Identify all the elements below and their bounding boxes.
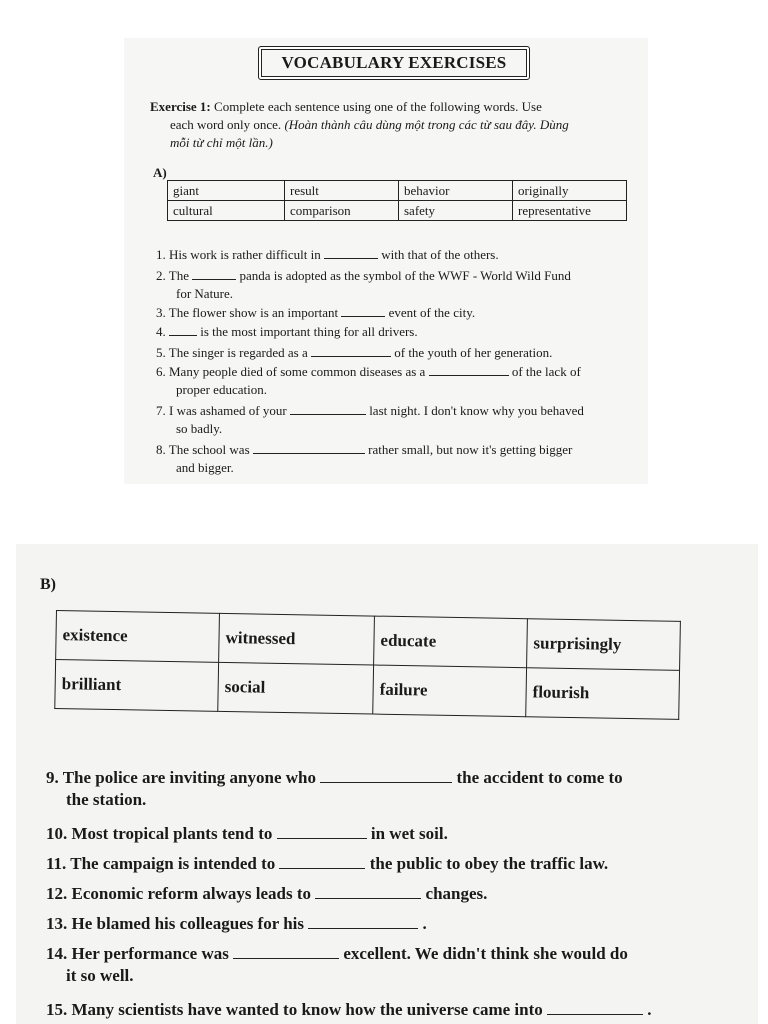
word-cell: existence bbox=[56, 611, 220, 663]
question-text: of the lack of bbox=[511, 364, 581, 379]
question-text: 1. His work is rather difficult in bbox=[156, 247, 321, 262]
answer-blank[interactable] bbox=[320, 769, 452, 783]
word-box-a-row bbox=[168, 201, 627, 221]
question-text: the accident to come to bbox=[456, 768, 623, 787]
question-text: with that of the others. bbox=[381, 247, 499, 262]
word-cell: originally bbox=[513, 181, 627, 201]
question-text: 12. Economic reform always leads to bbox=[46, 884, 312, 903]
answer-blank[interactable] bbox=[547, 1001, 643, 1015]
answer-blank[interactable] bbox=[290, 404, 366, 415]
question-15 bbox=[46, 999, 746, 1021]
question-text: in wet soil. bbox=[370, 824, 448, 843]
translation-text-cont: mỗi từ chỉ một lần.) bbox=[170, 135, 273, 150]
answer-blank[interactable] bbox=[429, 365, 509, 376]
word-cell: social bbox=[218, 662, 374, 714]
word-cell: safety bbox=[399, 201, 513, 221]
question-text: 8. The school was bbox=[156, 442, 250, 457]
instruction-line-3 bbox=[150, 134, 640, 152]
question-9 bbox=[46, 767, 746, 811]
question-1 bbox=[156, 246, 646, 264]
question-text: 7. I was ashamed of your bbox=[156, 403, 287, 418]
question-text: 4. bbox=[156, 324, 166, 339]
word-cell: representative bbox=[513, 201, 627, 221]
question-text: 14. Her performance was bbox=[46, 944, 229, 963]
word-cell: educate bbox=[374, 616, 528, 668]
word-cell: cultural bbox=[168, 201, 285, 221]
question-13 bbox=[46, 913, 746, 935]
question-text: 6. Many people died of some common diseases as a bbox=[156, 364, 426, 379]
question-text: 11. The campaign is intended to bbox=[46, 854, 276, 873]
question-text: panda is adopted as the symbol of the WWF - World Wild Fund bbox=[239, 268, 571, 283]
question-text-cont: so badly. bbox=[176, 421, 223, 436]
question-text: . bbox=[422, 914, 427, 933]
part-b-label: B) bbox=[40, 576, 56, 593]
page-title-text: VOCABULARY EXERCISES bbox=[281, 53, 507, 72]
question-text: changes. bbox=[425, 884, 488, 903]
question-text-cont: the station. bbox=[66, 790, 147, 809]
word-box-b-row bbox=[55, 660, 680, 720]
word-box-b bbox=[54, 610, 681, 720]
question-text-cont: and bigger. bbox=[176, 460, 234, 475]
question-text: 3. The flower show is an important bbox=[156, 305, 339, 320]
translation-text: (Hoàn thành câu dùng một trong các từ sau đây. Dùng bbox=[284, 117, 569, 132]
answer-blank[interactable] bbox=[169, 325, 197, 336]
word-cell: comparison bbox=[285, 201, 399, 221]
question-text: excellent. We didn't think she would do bbox=[343, 944, 628, 963]
question-text: 2. The bbox=[156, 268, 189, 283]
question-text: of the youth of her generation. bbox=[394, 345, 553, 360]
question-11 bbox=[46, 853, 746, 875]
question-6 bbox=[156, 363, 646, 399]
question-5 bbox=[156, 344, 646, 362]
question-text: rather small, but now it's getting bigger bbox=[368, 442, 573, 457]
question-14 bbox=[46, 943, 746, 987]
question-text: . bbox=[647, 1000, 652, 1019]
answer-blank[interactable] bbox=[324, 248, 378, 259]
answer-blank[interactable] bbox=[192, 269, 236, 280]
answer-blank[interactable] bbox=[311, 346, 391, 357]
instruction-text: Complete each sentence using one of the following words. Use bbox=[214, 99, 542, 114]
word-box-a-row bbox=[168, 181, 627, 201]
part-a-label: A) bbox=[153, 165, 167, 180]
answer-blank[interactable] bbox=[253, 443, 365, 454]
answer-blank[interactable] bbox=[279, 855, 365, 869]
question-text: 13. He blamed his colleagues for his bbox=[46, 914, 304, 933]
question-4 bbox=[156, 323, 646, 341]
exercise-label: Exercise 1: bbox=[150, 99, 211, 114]
question-text: is the most important thing for all drivers. bbox=[200, 324, 418, 339]
word-cell: behavior bbox=[399, 181, 513, 201]
question-text: last night. I don't know why you behaved bbox=[369, 403, 584, 418]
question-10 bbox=[46, 823, 746, 845]
answer-blank[interactable] bbox=[341, 306, 385, 317]
question-7 bbox=[156, 402, 646, 438]
word-cell: flourish bbox=[526, 668, 680, 720]
question-8 bbox=[156, 441, 646, 477]
question-text: event of the city. bbox=[388, 305, 476, 320]
answer-blank[interactable] bbox=[233, 945, 339, 959]
page-title bbox=[258, 46, 530, 80]
question-2 bbox=[156, 267, 646, 303]
word-cell: brilliant bbox=[55, 660, 219, 712]
question-text-cont: it so well. bbox=[66, 966, 134, 985]
question-text: 10. Most tropical plants tend to bbox=[46, 824, 273, 843]
question-text-cont: for Nature. bbox=[176, 286, 234, 301]
question-text: 5. The singer is regarded as a bbox=[156, 345, 308, 360]
answer-blank[interactable] bbox=[308, 915, 418, 929]
question-text: the public to obey the traffic law. bbox=[369, 854, 609, 873]
question-text: 15. Many scientists have wanted to know how the universe came into bbox=[46, 1000, 543, 1019]
answer-blank[interactable] bbox=[315, 885, 421, 899]
word-cell: failure bbox=[373, 665, 527, 717]
word-cell: witnessed bbox=[219, 613, 375, 665]
question-text-cont: proper education. bbox=[176, 382, 267, 397]
question-12 bbox=[46, 883, 746, 905]
word-box-a bbox=[167, 180, 627, 221]
instruction-text-cont: each word only once. bbox=[170, 117, 282, 132]
word-cell: result bbox=[285, 181, 399, 201]
word-cell: surprisingly bbox=[527, 619, 681, 671]
word-cell: giant bbox=[168, 181, 285, 201]
answer-blank[interactable] bbox=[277, 825, 367, 839]
question-3 bbox=[156, 304, 646, 322]
instruction-line-2 bbox=[150, 116, 640, 134]
question-text: 9. The police are inviting anyone who bbox=[46, 768, 316, 787]
exercise-instruction bbox=[150, 98, 640, 152]
